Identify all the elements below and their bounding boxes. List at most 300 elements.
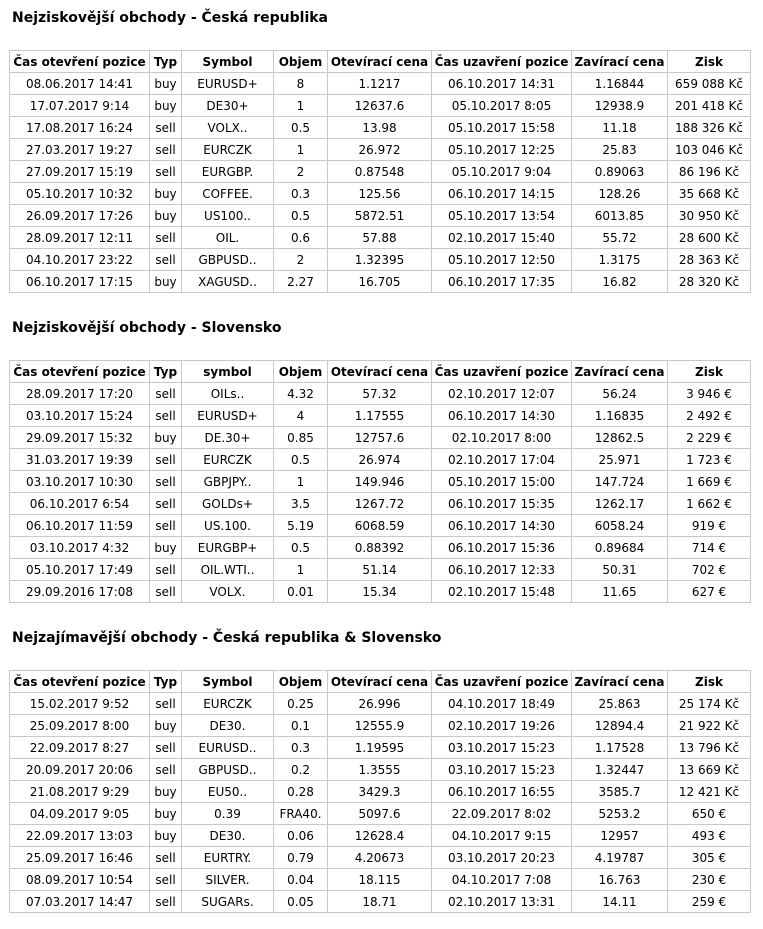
type-cell: buy bbox=[150, 825, 182, 847]
open-time-cell: 15.02.2017 9:52 bbox=[10, 693, 150, 715]
close-price-cell: 6013.85 bbox=[572, 205, 668, 227]
profit-cell: 1 662 € bbox=[668, 493, 751, 515]
table-row bbox=[10, 161, 751, 183]
header-profit: Zisk bbox=[668, 671, 751, 693]
profit-cell: 3 946 € bbox=[668, 383, 751, 405]
close-time-cell: 06.10.2017 15:35 bbox=[432, 493, 572, 515]
close-time-cell: 03.10.2017 20:23 bbox=[432, 847, 572, 869]
open-time-cell: 29.09.2017 15:32 bbox=[10, 427, 150, 449]
open-time-cell: 31.03.2017 19:39 bbox=[10, 449, 150, 471]
open-time-cell: 25.09.2017 16:46 bbox=[10, 847, 150, 869]
section-title: Nejziskovější obchody - Česká republika bbox=[12, 10, 328, 26]
close-price-cell: 25.83 bbox=[572, 139, 668, 161]
table-row bbox=[10, 271, 751, 293]
table-row bbox=[10, 405, 751, 427]
profit-cell: 230 € bbox=[668, 869, 751, 891]
close-price-cell: 12938.9 bbox=[572, 95, 668, 117]
open-price-cell: 18.71 bbox=[328, 891, 432, 913]
profit-cell: 714 € bbox=[668, 537, 751, 559]
table-row bbox=[10, 847, 751, 869]
profit-cell: 28 600 Kč bbox=[668, 227, 751, 249]
symbol-cell: VOLX.. bbox=[182, 117, 274, 139]
type-cell: sell bbox=[150, 405, 182, 427]
symbol-cell: DE.30+ bbox=[182, 427, 274, 449]
type-cell: buy bbox=[150, 781, 182, 803]
close-price-cell: 0.89063 bbox=[572, 161, 668, 183]
open-price-cell: 0.88392 bbox=[328, 537, 432, 559]
close-time-cell: 03.10.2017 15:23 bbox=[432, 737, 572, 759]
profit-cell: 1 669 € bbox=[668, 471, 751, 493]
open-time-cell: 20.09.2017 20:06 bbox=[10, 759, 150, 781]
symbol-cell: OIL.WTI.. bbox=[182, 559, 274, 581]
table-row bbox=[10, 227, 751, 249]
table-row bbox=[10, 205, 751, 227]
table-row bbox=[10, 825, 751, 847]
open-price-cell: 125.56 bbox=[328, 183, 432, 205]
open-price-cell: 6068.59 bbox=[328, 515, 432, 537]
symbol-cell: EURTRY. bbox=[182, 847, 274, 869]
symbol-cell: EURCZK bbox=[182, 693, 274, 715]
symbol-cell: DE30. bbox=[182, 825, 274, 847]
type-cell: buy bbox=[150, 427, 182, 449]
close-price-cell: 1.16844 bbox=[572, 73, 668, 95]
table-row bbox=[10, 515, 751, 537]
symbol-cell: EURGBP. bbox=[182, 161, 274, 183]
profit-cell: 627 € bbox=[668, 581, 751, 603]
volume-cell: 3.5 bbox=[274, 493, 328, 515]
open-price-cell: 1.1217 bbox=[328, 73, 432, 95]
close-time-cell: 06.10.2017 17:35 bbox=[432, 271, 572, 293]
close-time-cell: 06.10.2017 14:31 bbox=[432, 73, 572, 95]
close-price-cell: 14.11 bbox=[572, 891, 668, 913]
close-price-cell: 1.16835 bbox=[572, 405, 668, 427]
table-row bbox=[10, 139, 751, 161]
open-time-cell: 04.09.2017 9:05 bbox=[10, 803, 150, 825]
close-price-cell: 56.24 bbox=[572, 383, 668, 405]
symbol-cell: DE30. bbox=[182, 715, 274, 737]
section-title: Nejzajímavější obchody - Česká republika & Slovensko bbox=[12, 630, 442, 646]
symbol-cell: SILVER. bbox=[182, 869, 274, 891]
profit-cell: 659 088 Kč bbox=[668, 73, 751, 95]
symbol-cell: EURUSD.. bbox=[182, 737, 274, 759]
table-row bbox=[10, 891, 751, 913]
symbol-cell: GBPUSD.. bbox=[182, 249, 274, 271]
close-price-cell: 5253.2 bbox=[572, 803, 668, 825]
close-price-cell: 11.65 bbox=[572, 581, 668, 603]
volume-cell: 2 bbox=[274, 249, 328, 271]
symbol-cell: OILs.. bbox=[182, 383, 274, 405]
header-open-price: Otevírací cena bbox=[328, 361, 432, 383]
profit-cell: 305 € bbox=[668, 847, 751, 869]
close-time-cell: 06.10.2017 16:55 bbox=[432, 781, 572, 803]
close-price-cell: 25.971 bbox=[572, 449, 668, 471]
symbol-cell: GOLDs+ bbox=[182, 493, 274, 515]
open-price-cell: 51.14 bbox=[328, 559, 432, 581]
close-price-cell: 1.32447 bbox=[572, 759, 668, 781]
symbol-cell: US100.. bbox=[182, 205, 274, 227]
volume-cell: 0.06 bbox=[274, 825, 328, 847]
type-cell: sell bbox=[150, 759, 182, 781]
type-cell: sell bbox=[150, 737, 182, 759]
header-close-price: Zavírací cena bbox=[572, 51, 668, 73]
close-price-cell: 11.18 bbox=[572, 117, 668, 139]
close-time-cell: 05.10.2017 12:25 bbox=[432, 139, 572, 161]
type-cell: buy bbox=[150, 183, 182, 205]
type-cell: sell bbox=[150, 471, 182, 493]
header-close-time: Čas uzavření pozice bbox=[432, 361, 572, 383]
header-type: Typ bbox=[150, 51, 182, 73]
open-time-cell: 03.10.2017 15:24 bbox=[10, 405, 150, 427]
close-time-cell: 02.10.2017 8:00 bbox=[432, 427, 572, 449]
open-price-cell: 3429.3 bbox=[328, 781, 432, 803]
header-open-price: Otevírací cena bbox=[328, 51, 432, 73]
volume-cell: 0.3 bbox=[274, 183, 328, 205]
header-close-price: Zavírací cena bbox=[572, 671, 668, 693]
open-time-cell: 28.09.2017 12:11 bbox=[10, 227, 150, 249]
type-cell: sell bbox=[150, 891, 182, 913]
close-time-cell: 06.10.2017 15:36 bbox=[432, 537, 572, 559]
close-price-cell: 12957 bbox=[572, 825, 668, 847]
volume-cell: 0.05 bbox=[274, 891, 328, 913]
open-price-cell: 18.115 bbox=[328, 869, 432, 891]
table-row bbox=[10, 693, 751, 715]
table-row bbox=[10, 73, 751, 95]
header-open-time: Čas otevření pozice bbox=[10, 361, 150, 383]
table-row bbox=[10, 471, 751, 493]
header-open-time: Čas otevření pozice bbox=[10, 671, 150, 693]
profit-cell: 21 922 Kč bbox=[668, 715, 751, 737]
volume-cell: 4 bbox=[274, 405, 328, 427]
type-cell: sell bbox=[150, 249, 182, 271]
table-row bbox=[10, 427, 751, 449]
type-cell: buy bbox=[150, 803, 182, 825]
profit-cell: 28 363 Kč bbox=[668, 249, 751, 271]
profit-cell: 201 418 Kč bbox=[668, 95, 751, 117]
close-time-cell: 05.10.2017 9:04 bbox=[432, 161, 572, 183]
volume-cell: 5.19 bbox=[274, 515, 328, 537]
open-time-cell: 08.09.2017 10:54 bbox=[10, 869, 150, 891]
close-price-cell: 50.31 bbox=[572, 559, 668, 581]
close-time-cell: 05.10.2017 15:00 bbox=[432, 471, 572, 493]
header-profit: Zisk bbox=[668, 51, 751, 73]
open-time-cell: 25.09.2017 8:00 bbox=[10, 715, 150, 737]
open-price-cell: 57.88 bbox=[328, 227, 432, 249]
table-row bbox=[10, 737, 751, 759]
close-price-cell: 147.724 bbox=[572, 471, 668, 493]
open-price-cell: 5872.51 bbox=[328, 205, 432, 227]
profit-cell: 2 492 € bbox=[668, 405, 751, 427]
type-cell: sell bbox=[150, 449, 182, 471]
open-time-cell: 06.10.2017 17:15 bbox=[10, 271, 150, 293]
volume-cell: 0.1 bbox=[274, 715, 328, 737]
profit-cell: 12 421 Kč bbox=[668, 781, 751, 803]
header-close-time: Čas uzavření pozice bbox=[432, 51, 572, 73]
open-time-cell: 06.10.2017 6:54 bbox=[10, 493, 150, 515]
type-cell: buy bbox=[150, 95, 182, 117]
open-time-cell: 07.03.2017 14:47 bbox=[10, 891, 150, 913]
open-price-cell: 12555.9 bbox=[328, 715, 432, 737]
volume-cell: 1 bbox=[274, 471, 328, 493]
open-time-cell: 26.09.2017 17:26 bbox=[10, 205, 150, 227]
open-time-cell: 17.08.2017 16:24 bbox=[10, 117, 150, 139]
type-cell: sell bbox=[150, 161, 182, 183]
volume-cell: FRA40. bbox=[274, 803, 328, 825]
open-price-cell: 149.946 bbox=[328, 471, 432, 493]
volume-cell: 0.6 bbox=[274, 227, 328, 249]
open-price-cell: 1267.72 bbox=[328, 493, 432, 515]
section-title: Nejziskovější obchody - Slovensko bbox=[12, 320, 282, 336]
profit-cell: 702 € bbox=[668, 559, 751, 581]
symbol-cell: EURUSD+ bbox=[182, 405, 274, 427]
open-time-cell: 22.09.2017 8:27 bbox=[10, 737, 150, 759]
volume-cell: 0.04 bbox=[274, 869, 328, 891]
volume-cell: 2.27 bbox=[274, 271, 328, 293]
open-price-cell: 57.32 bbox=[328, 383, 432, 405]
close-time-cell: 22.09.2017 8:02 bbox=[432, 803, 572, 825]
symbol-cell: EURGBP+ bbox=[182, 537, 274, 559]
open-time-cell: 22.09.2017 13:03 bbox=[10, 825, 150, 847]
table-row bbox=[10, 95, 751, 117]
type-cell: sell bbox=[150, 383, 182, 405]
close-price-cell: 12862.5 bbox=[572, 427, 668, 449]
symbol-cell: SUGARs. bbox=[182, 891, 274, 913]
close-time-cell: 06.10.2017 14:30 bbox=[432, 515, 572, 537]
profit-cell: 188 326 Kč bbox=[668, 117, 751, 139]
open-price-cell: 5097.6 bbox=[328, 803, 432, 825]
open-price-cell: 12757.6 bbox=[328, 427, 432, 449]
type-cell: sell bbox=[150, 117, 182, 139]
volume-cell: 0.79 bbox=[274, 847, 328, 869]
type-cell: sell bbox=[150, 869, 182, 891]
volume-cell: 0.5 bbox=[274, 205, 328, 227]
table-row bbox=[10, 803, 751, 825]
symbol-cell: EURCZK bbox=[182, 139, 274, 161]
close-time-cell: 03.10.2017 15:23 bbox=[432, 759, 572, 781]
profit-cell: 13 796 Kč bbox=[668, 737, 751, 759]
volume-cell: 1 bbox=[274, 95, 328, 117]
open-price-cell: 1.32395 bbox=[328, 249, 432, 271]
open-price-cell: 26.996 bbox=[328, 693, 432, 715]
volume-cell: 0.01 bbox=[274, 581, 328, 603]
open-time-cell: 06.10.2017 11:59 bbox=[10, 515, 150, 537]
close-time-cell: 02.10.2017 13:31 bbox=[432, 891, 572, 913]
table-row bbox=[10, 581, 751, 603]
close-price-cell: 25.863 bbox=[572, 693, 668, 715]
open-price-cell: 26.974 bbox=[328, 449, 432, 471]
volume-cell: 0.3 bbox=[274, 737, 328, 759]
table-row bbox=[10, 449, 751, 471]
header-open-time: Čas otevření pozice bbox=[10, 51, 150, 73]
open-price-cell: 1.19595 bbox=[328, 737, 432, 759]
close-time-cell: 05.10.2017 12:50 bbox=[432, 249, 572, 271]
header-volume: Objem bbox=[274, 361, 328, 383]
trades-table-interesting bbox=[9, 670, 751, 913]
type-cell: buy bbox=[150, 715, 182, 737]
symbol-cell: XAGUSD.. bbox=[182, 271, 274, 293]
close-time-cell: 05.10.2017 13:54 bbox=[432, 205, 572, 227]
header-open-price: Otevírací cena bbox=[328, 671, 432, 693]
close-time-cell: 05.10.2017 15:58 bbox=[432, 117, 572, 139]
close-price-cell: 55.72 bbox=[572, 227, 668, 249]
volume-cell: 1 bbox=[274, 139, 328, 161]
open-time-cell: 03.10.2017 4:32 bbox=[10, 537, 150, 559]
profit-cell: 1 723 € bbox=[668, 449, 751, 471]
trades-table-cz bbox=[9, 50, 751, 293]
volume-cell: 1 bbox=[274, 559, 328, 581]
profit-cell: 2 229 € bbox=[668, 427, 751, 449]
type-cell: sell bbox=[150, 515, 182, 537]
open-time-cell: 04.10.2017 23:22 bbox=[10, 249, 150, 271]
open-time-cell: 08.06.2017 14:41 bbox=[10, 73, 150, 95]
header-type: Typ bbox=[150, 671, 182, 693]
profit-cell: 35 668 Kč bbox=[668, 183, 751, 205]
header-profit: Zisk bbox=[668, 361, 751, 383]
open-price-cell: 13.98 bbox=[328, 117, 432, 139]
profit-cell: 13 669 Kč bbox=[668, 759, 751, 781]
open-time-cell: 05.10.2017 10:32 bbox=[10, 183, 150, 205]
close-time-cell: 06.10.2017 14:30 bbox=[432, 405, 572, 427]
symbol-cell: GBPJPY.. bbox=[182, 471, 274, 493]
symbol-cell: GBPUSD.. bbox=[182, 759, 274, 781]
close-time-cell: 02.10.2017 17:04 bbox=[432, 449, 572, 471]
type-cell: sell bbox=[150, 227, 182, 249]
close-price-cell: 4.19787 bbox=[572, 847, 668, 869]
type-cell: sell bbox=[150, 139, 182, 161]
symbol-cell: 0.39 bbox=[182, 803, 274, 825]
header-type: Typ bbox=[150, 361, 182, 383]
header-symbol: Symbol bbox=[182, 671, 274, 693]
close-time-cell: 04.10.2017 9:15 bbox=[432, 825, 572, 847]
table-row bbox=[10, 715, 751, 737]
open-time-cell: 27.03.2017 19:27 bbox=[10, 139, 150, 161]
header-symbol: symbol bbox=[182, 361, 274, 383]
close-time-cell: 05.10.2017 8:05 bbox=[432, 95, 572, 117]
close-time-cell: 04.10.2017 7:08 bbox=[432, 869, 572, 891]
volume-cell: 0.2 bbox=[274, 759, 328, 781]
open-time-cell: 21.08.2017 9:29 bbox=[10, 781, 150, 803]
symbol-cell: COFFEE. bbox=[182, 183, 274, 205]
table-row bbox=[10, 781, 751, 803]
close-price-cell: 3585.7 bbox=[572, 781, 668, 803]
volume-cell: 4.32 bbox=[274, 383, 328, 405]
open-price-cell: 26.972 bbox=[328, 139, 432, 161]
table-header-row bbox=[10, 671, 751, 693]
close-price-cell: 12894.4 bbox=[572, 715, 668, 737]
symbol-cell: EURCZK bbox=[182, 449, 274, 471]
symbol-cell: EU50.. bbox=[182, 781, 274, 803]
close-time-cell: 02.10.2017 19:26 bbox=[432, 715, 572, 737]
header-close-time: Čas uzavření pozice bbox=[432, 671, 572, 693]
open-price-cell: 16.705 bbox=[328, 271, 432, 293]
header-symbol: Symbol bbox=[182, 51, 274, 73]
open-time-cell: 28.09.2017 17:20 bbox=[10, 383, 150, 405]
close-time-cell: 02.10.2017 15:40 bbox=[432, 227, 572, 249]
open-price-cell: 0.87548 bbox=[328, 161, 432, 183]
volume-cell: 0.5 bbox=[274, 537, 328, 559]
table-row bbox=[10, 249, 751, 271]
open-price-cell: 12637.6 bbox=[328, 95, 432, 117]
header-close-price: Zavírací cena bbox=[572, 361, 668, 383]
type-cell: buy bbox=[150, 537, 182, 559]
profit-cell: 103 046 Kč bbox=[668, 139, 751, 161]
table-row bbox=[10, 759, 751, 781]
open-time-cell: 17.07.2017 9:14 bbox=[10, 95, 150, 117]
table-row bbox=[10, 117, 751, 139]
open-price-cell: 15.34 bbox=[328, 581, 432, 603]
open-time-cell: 27.09.2017 15:19 bbox=[10, 161, 150, 183]
symbol-cell: OIL. bbox=[182, 227, 274, 249]
open-time-cell: 29.09.2016 17:08 bbox=[10, 581, 150, 603]
type-cell: buy bbox=[150, 73, 182, 95]
close-price-cell: 16.82 bbox=[572, 271, 668, 293]
table-row bbox=[10, 493, 751, 515]
type-cell: sell bbox=[150, 559, 182, 581]
header-volume: Objem bbox=[274, 51, 328, 73]
table-header-row bbox=[10, 51, 751, 73]
table-row bbox=[10, 383, 751, 405]
table-header-row bbox=[10, 361, 751, 383]
trades-table-sk bbox=[9, 360, 751, 603]
close-time-cell: 02.10.2017 15:48 bbox=[432, 581, 572, 603]
volume-cell: 0.28 bbox=[274, 781, 328, 803]
symbol-cell: EURUSD+ bbox=[182, 73, 274, 95]
profit-cell: 650 € bbox=[668, 803, 751, 825]
open-price-cell: 12628.4 bbox=[328, 825, 432, 847]
close-price-cell: 6058.24 bbox=[572, 515, 668, 537]
table-row bbox=[10, 869, 751, 891]
type-cell: sell bbox=[150, 493, 182, 515]
close-time-cell: 02.10.2017 12:07 bbox=[432, 383, 572, 405]
close-price-cell: 16.763 bbox=[572, 869, 668, 891]
close-time-cell: 06.10.2017 14:15 bbox=[432, 183, 572, 205]
volume-cell: 8 bbox=[274, 73, 328, 95]
profit-cell: 259 € bbox=[668, 891, 751, 913]
symbol-cell: DE30+ bbox=[182, 95, 274, 117]
volume-cell: 0.25 bbox=[274, 693, 328, 715]
profit-cell: 919 € bbox=[668, 515, 751, 537]
profit-cell: 493 € bbox=[668, 825, 751, 847]
open-price-cell: 4.20673 bbox=[328, 847, 432, 869]
profit-cell: 28 320 Kč bbox=[668, 271, 751, 293]
table-row bbox=[10, 537, 751, 559]
profit-cell: 30 950 Kč bbox=[668, 205, 751, 227]
type-cell: sell bbox=[150, 847, 182, 869]
close-price-cell: 0.89684 bbox=[572, 537, 668, 559]
close-price-cell: 128.26 bbox=[572, 183, 668, 205]
close-price-cell: 1.17528 bbox=[572, 737, 668, 759]
volume-cell: 0.5 bbox=[274, 117, 328, 139]
header-volume: Objem bbox=[274, 671, 328, 693]
type-cell: buy bbox=[150, 205, 182, 227]
table-row bbox=[10, 559, 751, 581]
close-price-cell: 1.3175 bbox=[572, 249, 668, 271]
table-row bbox=[10, 183, 751, 205]
open-time-cell: 05.10.2017 17:49 bbox=[10, 559, 150, 581]
volume-cell: 2 bbox=[274, 161, 328, 183]
open-price-cell: 1.3555 bbox=[328, 759, 432, 781]
close-time-cell: 06.10.2017 12:33 bbox=[432, 559, 572, 581]
type-cell: sell bbox=[150, 693, 182, 715]
close-price-cell: 1262.17 bbox=[572, 493, 668, 515]
open-time-cell: 03.10.2017 10:30 bbox=[10, 471, 150, 493]
profit-cell: 86 196 Kč bbox=[668, 161, 751, 183]
type-cell: buy bbox=[150, 271, 182, 293]
close-time-cell: 04.10.2017 18:49 bbox=[432, 693, 572, 715]
symbol-cell: US.100. bbox=[182, 515, 274, 537]
profit-cell: 25 174 Kč bbox=[668, 693, 751, 715]
open-price-cell: 1.17555 bbox=[328, 405, 432, 427]
volume-cell: 0.5 bbox=[274, 449, 328, 471]
